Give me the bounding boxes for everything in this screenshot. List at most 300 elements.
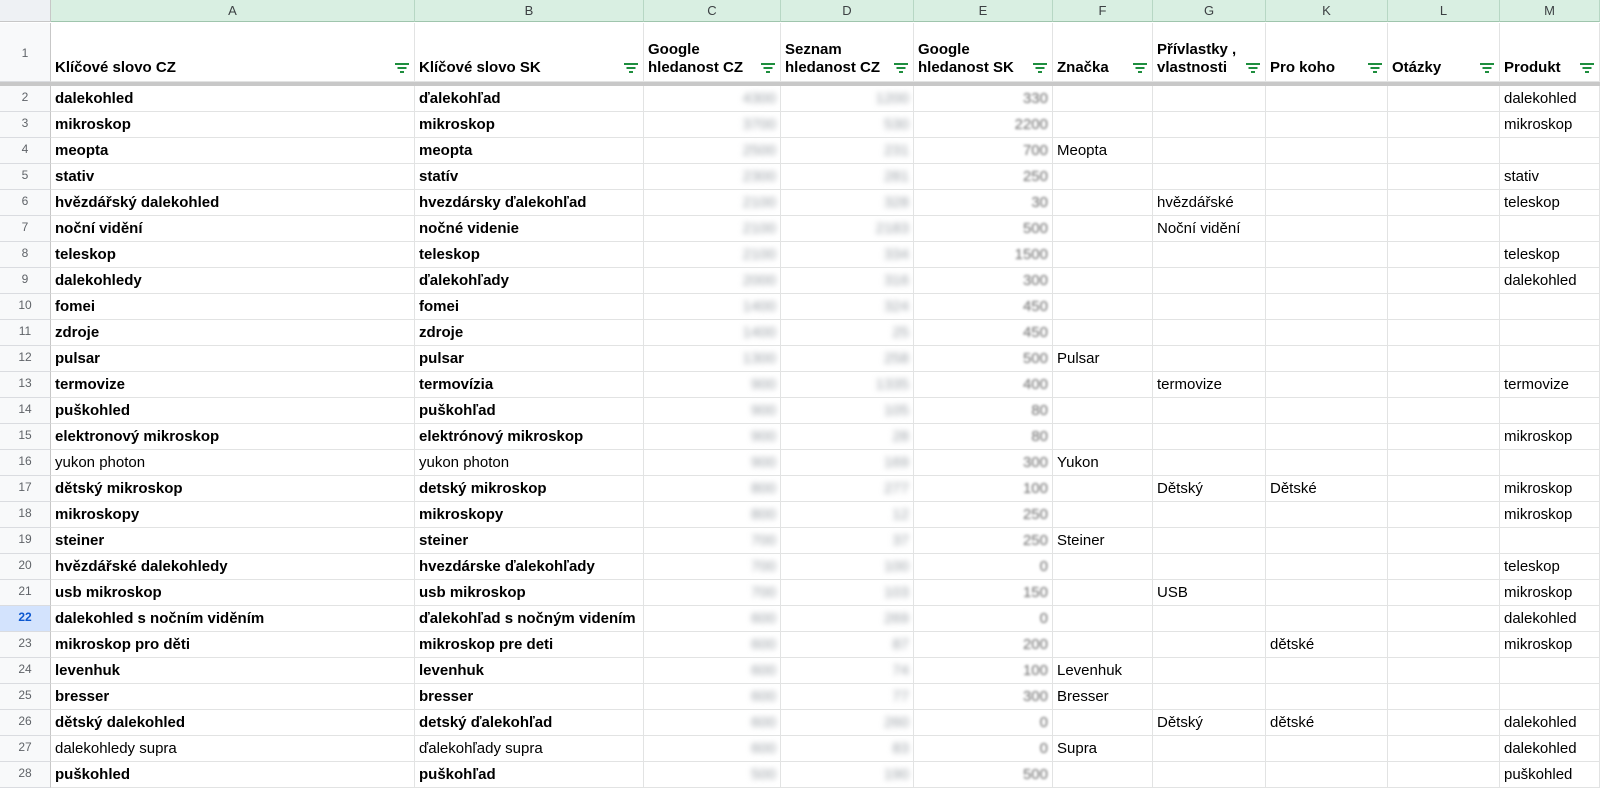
cell-k[interactable] (1266, 86, 1388, 112)
row-number[interactable]: 27 (0, 736, 51, 762)
cell-k[interactable] (1266, 684, 1388, 710)
cell-m[interactable]: mikroskop (1500, 632, 1600, 658)
cell-m[interactable]: mikroskop (1500, 580, 1600, 606)
cell-g[interactable]: Dětský (1153, 710, 1266, 736)
cell-e[interactable] (914, 684, 1053, 710)
cell-b[interactable]: ďalekohľady (415, 268, 644, 294)
cell-c[interactable] (644, 502, 781, 528)
cell-c[interactable] (644, 268, 781, 294)
cell-f[interactable] (1053, 476, 1153, 502)
filter-icon[interactable] (760, 63, 776, 73)
cell-g[interactable] (1153, 424, 1266, 450)
cell-b[interactable]: fomei (415, 294, 644, 320)
cell-d[interactable] (781, 684, 914, 710)
cell-a[interactable]: bresser (51, 684, 415, 710)
cell-g[interactable] (1153, 450, 1266, 476)
cell-d[interactable] (781, 632, 914, 658)
cell-m[interactable]: puškohled (1500, 762, 1600, 788)
cell-g[interactable] (1153, 632, 1266, 658)
cell-e[interactable] (914, 372, 1053, 398)
cell-l[interactable] (1388, 684, 1500, 710)
row-number[interactable]: 9 (0, 268, 51, 294)
row-number[interactable]: 2 (0, 86, 51, 112)
cell-e[interactable] (914, 398, 1053, 424)
cell-f[interactable]: Meopta (1053, 138, 1153, 164)
cell-e[interactable] (914, 242, 1053, 268)
cell-l[interactable] (1388, 528, 1500, 554)
row-number[interactable]: 4 (0, 138, 51, 164)
cell-b[interactable]: detský ďalekohľad (415, 710, 644, 736)
column-header-c[interactable]: C (644, 0, 781, 22)
cell-m[interactable] (1500, 684, 1600, 710)
cell-d[interactable] (781, 320, 914, 346)
cell-f[interactable]: Supra (1053, 736, 1153, 762)
cell-a[interactable]: termovize (51, 372, 415, 398)
cell-c[interactable] (644, 450, 781, 476)
cell-d[interactable] (781, 268, 914, 294)
row-number[interactable]: 25 (0, 684, 51, 710)
row-number[interactable]: 5 (0, 164, 51, 190)
cell-g[interactable] (1153, 112, 1266, 138)
cell-b[interactable]: steiner (415, 528, 644, 554)
cell-b[interactable]: hvezdárske ďalekohľady (415, 554, 644, 580)
cell-b[interactable]: bresser (415, 684, 644, 710)
cell-l[interactable] (1388, 580, 1500, 606)
cell-e[interactable] (914, 268, 1053, 294)
cell-m[interactable]: dalekohled (1500, 86, 1600, 112)
cell-l[interactable] (1388, 632, 1500, 658)
cell-g[interactable]: termovize (1153, 372, 1266, 398)
cell-a[interactable]: dětský dalekohled (51, 710, 415, 736)
row-number[interactable]: 3 (0, 112, 51, 138)
cell-c[interactable] (644, 736, 781, 762)
cell-f[interactable]: Bresser (1053, 684, 1153, 710)
cell-c[interactable] (644, 710, 781, 736)
cell-c[interactable] (644, 190, 781, 216)
cell-f[interactable] (1053, 216, 1153, 242)
cell-k[interactable] (1266, 268, 1388, 294)
cell-g[interactable] (1153, 554, 1266, 580)
cell-a[interactable]: mikroskop (51, 112, 415, 138)
cell-k[interactable]: dětské (1266, 632, 1388, 658)
cell-b[interactable]: elektrónový mikroskop (415, 424, 644, 450)
cell-f[interactable] (1053, 86, 1153, 112)
cell-g[interactable] (1153, 164, 1266, 190)
cell-d[interactable] (781, 164, 914, 190)
cell-e[interactable] (914, 710, 1053, 736)
cell-l[interactable] (1388, 138, 1500, 164)
cell-b[interactable]: puškohľad (415, 762, 644, 788)
cell-a[interactable]: zdroje (51, 320, 415, 346)
cell-e[interactable] (914, 216, 1053, 242)
cell-b[interactable]: meopta (415, 138, 644, 164)
cell-d[interactable] (781, 190, 914, 216)
cell-m[interactable] (1500, 450, 1600, 476)
cell-e[interactable] (914, 320, 1053, 346)
cell-a[interactable]: steiner (51, 528, 415, 554)
cell-a[interactable]: dalekohledy (51, 268, 415, 294)
cell-m[interactable]: mikroskop (1500, 112, 1600, 138)
cell-k[interactable] (1266, 762, 1388, 788)
cell-a[interactable]: dalekohled s nočním viděním (51, 606, 415, 632)
cell-d[interactable] (781, 346, 914, 372)
cell-d[interactable] (781, 554, 914, 580)
cell-m[interactable]: dalekohled (1500, 736, 1600, 762)
cell-f[interactable] (1053, 398, 1153, 424)
cell-f[interactable] (1053, 502, 1153, 528)
filter-icon[interactable] (1032, 63, 1048, 73)
cell-a[interactable]: hvězdářské dalekohledy (51, 554, 415, 580)
column-header-d[interactable]: D (781, 0, 914, 22)
cell-g[interactable] (1153, 528, 1266, 554)
cell-m[interactable] (1500, 138, 1600, 164)
cell-m[interactable] (1500, 320, 1600, 346)
cell-d[interactable] (781, 424, 914, 450)
cell-k[interactable] (1266, 190, 1388, 216)
cell-g[interactable] (1153, 320, 1266, 346)
cell-k[interactable] (1266, 736, 1388, 762)
filter-icon[interactable] (1245, 63, 1261, 73)
cell-k[interactable] (1266, 112, 1388, 138)
cell-a[interactable]: dalekohledy supra (51, 736, 415, 762)
filter-icon[interactable] (394, 63, 410, 73)
cell-c[interactable] (644, 112, 781, 138)
cell-a[interactable]: levenhuk (51, 658, 415, 684)
cell-k[interactable] (1266, 346, 1388, 372)
cell-a[interactable]: yukon photon (51, 450, 415, 476)
cell-k[interactable] (1266, 242, 1388, 268)
cell-k[interactable] (1266, 580, 1388, 606)
cell-c[interactable] (644, 580, 781, 606)
cell-l[interactable] (1388, 216, 1500, 242)
cell-g[interactable] (1153, 606, 1266, 632)
cell-f[interactable] (1053, 606, 1153, 632)
cell-b[interactable]: pulsar (415, 346, 644, 372)
cell-c[interactable] (644, 554, 781, 580)
cell-a[interactable]: fomei (51, 294, 415, 320)
cell-f[interactable] (1053, 164, 1153, 190)
cell-e[interactable] (914, 138, 1053, 164)
cell-c[interactable] (644, 398, 781, 424)
cell-d[interactable] (781, 372, 914, 398)
cell-m[interactable] (1500, 398, 1600, 424)
cell-d[interactable] (781, 606, 914, 632)
cell-m[interactable]: teleskop (1500, 190, 1600, 216)
column-header-a[interactable]: A (51, 0, 415, 22)
cell-m[interactable]: teleskop (1500, 242, 1600, 268)
row-number[interactable]: 1 (0, 23, 51, 82)
cell-k[interactable] (1266, 164, 1388, 190)
cell-m[interactable]: stativ (1500, 164, 1600, 190)
cell-f[interactable] (1053, 268, 1153, 294)
cell-m[interactable]: termovize (1500, 372, 1600, 398)
cell-k[interactable] (1266, 606, 1388, 632)
cell-a[interactable]: puškohled (51, 762, 415, 788)
row-number[interactable]: 10 (0, 294, 51, 320)
cell-e[interactable] (914, 528, 1053, 554)
cell-b[interactable]: nočné videnie (415, 216, 644, 242)
row-number[interactable]: 22 (0, 606, 51, 632)
cell-g[interactable]: Noční vidění (1153, 216, 1266, 242)
cell-a[interactable]: hvězdářský dalekohled (51, 190, 415, 216)
cell-d[interactable] (781, 710, 914, 736)
cell-g[interactable] (1153, 268, 1266, 294)
cell-g[interactable] (1153, 346, 1266, 372)
cell-f[interactable] (1053, 294, 1153, 320)
cell-k[interactable]: Dětské (1266, 476, 1388, 502)
cell-a[interactable]: puškohled (51, 398, 415, 424)
cell-b[interactable]: usb mikroskop (415, 580, 644, 606)
cell-l[interactable] (1388, 710, 1500, 736)
column-header-b[interactable]: B (415, 0, 644, 22)
cell-f[interactable] (1053, 762, 1153, 788)
cell-a[interactable]: meopta (51, 138, 415, 164)
cell-a[interactable]: pulsar (51, 346, 415, 372)
cell-c[interactable] (644, 346, 781, 372)
filter-icon[interactable] (893, 63, 909, 73)
column-header-m[interactable]: M (1500, 0, 1600, 22)
cell-f[interactable] (1053, 112, 1153, 138)
cell-b[interactable]: mikroskop (415, 112, 644, 138)
cell-c[interactable] (644, 138, 781, 164)
cell-e[interactable] (914, 450, 1053, 476)
cell-c[interactable] (644, 606, 781, 632)
filter-icon[interactable] (1579, 63, 1595, 73)
cell-l[interactable] (1388, 450, 1500, 476)
cell-m[interactable] (1500, 216, 1600, 242)
header-cell-d[interactable] (781, 23, 914, 82)
header-cell-k[interactable] (1266, 23, 1388, 82)
cell-m[interactable]: dalekohled (1500, 606, 1600, 632)
cell-m[interactable]: teleskop (1500, 554, 1600, 580)
cell-k[interactable] (1266, 502, 1388, 528)
cell-m[interactable] (1500, 294, 1600, 320)
cell-b[interactable]: yukon photon (415, 450, 644, 476)
cell-m[interactable] (1500, 346, 1600, 372)
cell-e[interactable] (914, 762, 1053, 788)
column-header-g[interactable] (1153, 0, 1266, 22)
cell-l[interactable] (1388, 164, 1500, 190)
cell-e[interactable] (914, 190, 1053, 216)
cell-l[interactable] (1388, 554, 1500, 580)
row-number[interactable]: 15 (0, 424, 51, 450)
cell-b[interactable]: teleskop (415, 242, 644, 268)
cell-k[interactable] (1266, 554, 1388, 580)
cell-g[interactable] (1153, 242, 1266, 268)
cell-c[interactable] (644, 320, 781, 346)
cell-f[interactable] (1053, 424, 1153, 450)
cell-f[interactable] (1053, 632, 1153, 658)
cell-d[interactable] (781, 242, 914, 268)
cell-k[interactable] (1266, 138, 1388, 164)
cell-l[interactable] (1388, 346, 1500, 372)
cell-f[interactable] (1053, 372, 1153, 398)
cell-d[interactable] (781, 528, 914, 554)
header-cell-l[interactable] (1388, 23, 1500, 82)
cell-l[interactable] (1388, 502, 1500, 528)
cell-l[interactable] (1388, 398, 1500, 424)
cell-c[interactable] (644, 684, 781, 710)
cell-d[interactable] (781, 450, 914, 476)
cell-g[interactable]: hvězdářské (1153, 190, 1266, 216)
cell-e[interactable] (914, 112, 1053, 138)
cell-d[interactable] (781, 138, 914, 164)
cell-a[interactable]: teleskop (51, 242, 415, 268)
cell-b[interactable]: puškohľad (415, 398, 644, 424)
row-number[interactable]: 8 (0, 242, 51, 268)
cell-g[interactable] (1153, 502, 1266, 528)
cell-f[interactable]: Levenhuk (1053, 658, 1153, 684)
cell-f[interactable]: Pulsar (1053, 346, 1153, 372)
cell-d[interactable] (781, 86, 914, 112)
cell-c[interactable] (644, 164, 781, 190)
header-cell-c[interactable] (644, 23, 781, 82)
cell-d[interactable] (781, 502, 914, 528)
cell-f[interactable] (1053, 580, 1153, 606)
cell-e[interactable] (914, 502, 1053, 528)
cell-e[interactable] (914, 632, 1053, 658)
row-number[interactable]: 16 (0, 450, 51, 476)
cell-k[interactable] (1266, 398, 1388, 424)
cell-f[interactable] (1053, 242, 1153, 268)
cell-c[interactable] (644, 658, 781, 684)
row-number[interactable]: 13 (0, 372, 51, 398)
cell-g[interactable]: USB (1153, 580, 1266, 606)
cell-l[interactable] (1388, 658, 1500, 684)
cell-g[interactable] (1153, 736, 1266, 762)
cell-k[interactable] (1266, 424, 1388, 450)
cell-k[interactable] (1266, 216, 1388, 242)
cell-k[interactable] (1266, 294, 1388, 320)
column-header-e[interactable]: E (914, 0, 1053, 22)
cell-e[interactable] (914, 346, 1053, 372)
cell-l[interactable] (1388, 762, 1500, 788)
filter-icon[interactable] (1367, 63, 1383, 73)
cell-f[interactable]: Steiner (1053, 528, 1153, 554)
cell-g[interactable] (1153, 684, 1266, 710)
cell-d[interactable] (781, 112, 914, 138)
cell-l[interactable] (1388, 372, 1500, 398)
cell-e[interactable] (914, 736, 1053, 762)
cell-c[interactable] (644, 762, 781, 788)
cell-g[interactable] (1153, 762, 1266, 788)
filter-icon[interactable] (1479, 63, 1495, 73)
cell-d[interactable] (781, 580, 914, 606)
cell-f[interactable] (1053, 190, 1153, 216)
cell-c[interactable] (644, 424, 781, 450)
header-cell-e[interactable] (914, 23, 1053, 82)
cell-d[interactable] (781, 762, 914, 788)
cell-b[interactable]: ďalekohľad (415, 86, 644, 112)
row-number[interactable]: 11 (0, 320, 51, 346)
cell-l[interactable] (1388, 424, 1500, 450)
row-number[interactable]: 26 (0, 710, 51, 736)
row-number[interactable]: 24 (0, 658, 51, 684)
cell-g[interactable] (1153, 138, 1266, 164)
cell-m[interactable]: mikroskop (1500, 502, 1600, 528)
cell-e[interactable] (914, 580, 1053, 606)
row-number[interactable]: 7 (0, 216, 51, 242)
cell-l[interactable] (1388, 320, 1500, 346)
header-cell-b[interactable] (415, 23, 644, 82)
cell-d[interactable] (781, 736, 914, 762)
cell-l[interactable] (1388, 86, 1500, 112)
cell-b[interactable]: zdroje (415, 320, 644, 346)
row-number[interactable]: 19 (0, 528, 51, 554)
cell-l[interactable] (1388, 736, 1500, 762)
cell-b[interactable]: ďalekohľad s nočným videním (415, 606, 644, 632)
column-header-k[interactable]: K (1266, 0, 1388, 22)
cell-d[interactable] (781, 476, 914, 502)
cell-l[interactable] (1388, 190, 1500, 216)
row-number[interactable]: 6 (0, 190, 51, 216)
header-cell-m[interactable] (1500, 23, 1600, 82)
cell-d[interactable] (781, 658, 914, 684)
cell-a[interactable]: usb mikroskop (51, 580, 415, 606)
cell-l[interactable] (1388, 476, 1500, 502)
cell-m[interactable] (1500, 658, 1600, 684)
cell-f[interactable]: Yukon (1053, 450, 1153, 476)
cell-g[interactable] (1153, 398, 1266, 424)
cell-g[interactable] (1153, 658, 1266, 684)
cell-a[interactable]: mikroskop pro děti (51, 632, 415, 658)
row-number[interactable]: 18 (0, 502, 51, 528)
cell-d[interactable] (781, 294, 914, 320)
cell-m[interactable]: dalekohled (1500, 710, 1600, 736)
cell-f[interactable] (1053, 320, 1153, 346)
cell-m[interactable] (1500, 528, 1600, 554)
header-cell-f[interactable] (1053, 23, 1153, 82)
cell-f[interactable] (1053, 554, 1153, 580)
select-all-corner[interactable] (0, 0, 51, 22)
column-header-f[interactable]: F (1053, 0, 1153, 22)
column-header-l[interactable]: L (1388, 0, 1500, 22)
cell-b[interactable]: mikroskopy (415, 502, 644, 528)
row-number[interactable]: 20 (0, 554, 51, 580)
row-number[interactable]: 12 (0, 346, 51, 372)
cell-c[interactable] (644, 242, 781, 268)
cell-k[interactable] (1266, 372, 1388, 398)
header-cell-g[interactable] (1153, 23, 1266, 82)
cell-a[interactable]: dětský mikroskop (51, 476, 415, 502)
cell-c[interactable] (644, 216, 781, 242)
cell-c[interactable] (644, 294, 781, 320)
cell-c[interactable] (644, 476, 781, 502)
cell-g[interactable] (1153, 294, 1266, 320)
cell-c[interactable] (644, 528, 781, 554)
cell-e[interactable] (914, 294, 1053, 320)
cell-f[interactable] (1053, 710, 1153, 736)
cell-a[interactable]: dalekohled (51, 86, 415, 112)
cell-d[interactable] (781, 216, 914, 242)
header-cell-a[interactable] (51, 23, 415, 82)
cell-e[interactable] (914, 606, 1053, 632)
cell-b[interactable]: ďalekohľady supra (415, 736, 644, 762)
cell-c[interactable] (644, 86, 781, 112)
cell-e[interactable] (914, 424, 1053, 450)
cell-b[interactable]: mikroskop pre deti (415, 632, 644, 658)
cell-m[interactable]: dalekohled (1500, 268, 1600, 294)
row-number[interactable]: 14 (0, 398, 51, 424)
cell-k[interactable] (1266, 658, 1388, 684)
cell-e[interactable] (914, 476, 1053, 502)
cell-b[interactable]: termovízia (415, 372, 644, 398)
cell-d[interactable] (781, 398, 914, 424)
filter-icon[interactable] (1132, 63, 1148, 73)
cell-b[interactable]: hvezdársky ďalekohľad (415, 190, 644, 216)
cell-k[interactable]: dětské (1266, 710, 1388, 736)
cell-g[interactable]: Dětský (1153, 476, 1266, 502)
